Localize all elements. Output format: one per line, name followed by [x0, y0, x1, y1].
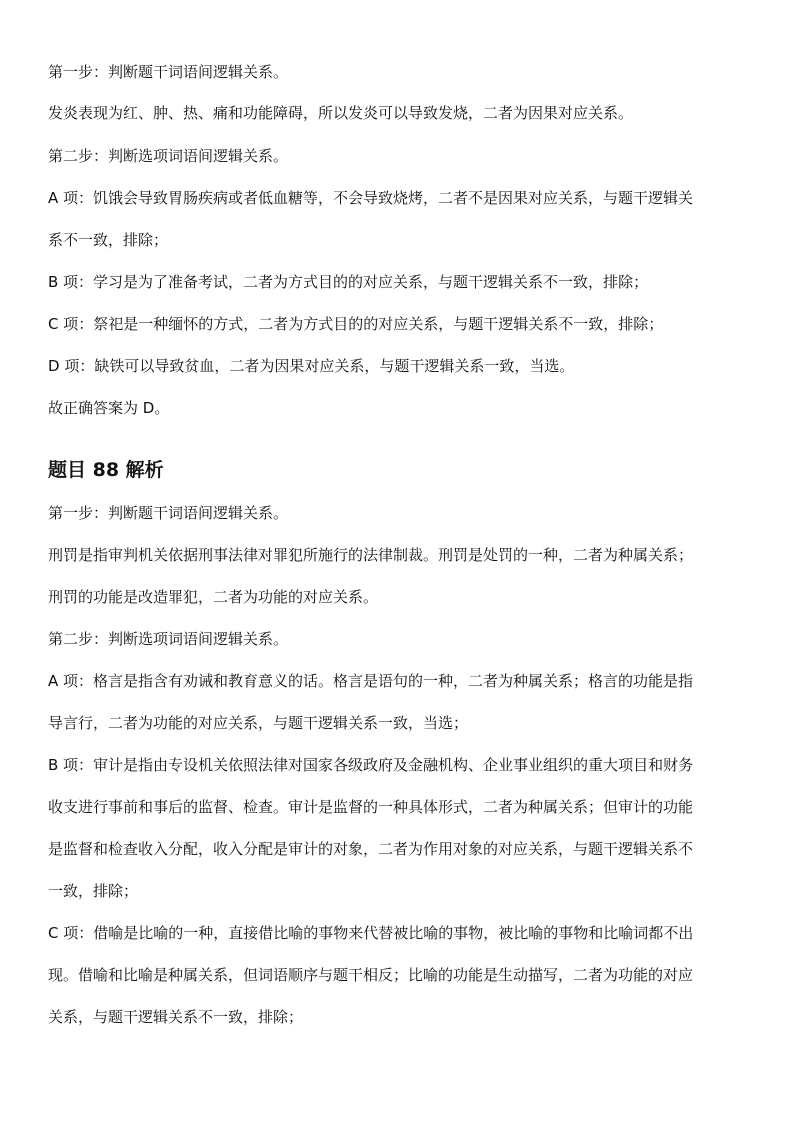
text-line: 第二步：判断选项词语间逻辑关系。 [48, 147, 289, 165]
text-line: 现。借喻和比喻是种属关系，但词语顺序与题干相反；比喻的功能是生动描写，二者为功能的对应 [48, 966, 694, 984]
text-line: 收支进行事前和事后的监督、检查。审计是监督的一种具体形式，二者为种属关系；但审计的功能 [48, 798, 694, 816]
text-line: 刑罚是指审判机关依据刑事法律对罪犯所施行的法律制裁。刑罚是处罚的一种，二者为种属关系； [48, 546, 694, 564]
section-heading: 题目 88 解析 [48, 459, 164, 481]
text-line: A 项：饥饿会导致胃肠疾病或者低血糖等，不会导致烧烤，二者不是因果对应关系，与题干逻辑关 [48, 189, 694, 207]
text-line: C 项：借喻是比喻的一种，直接借比喻的事物来代替被比喻的事物，被比喻的事物和比喻词都不出 [48, 924, 694, 942]
text-line: 导言行，二者为功能的对应关系，与题干逻辑关系一致，当选； [48, 714, 469, 732]
text-line: C 项：祭祀是一种缅怀的方式，二者为方式目的的对应关系，与题干逻辑关系不一致，排除； [48, 315, 664, 333]
text-line: B 项：审计是指由专设机关依照法律对国家各级政府及金融机构、企业事业组织的重大项目和财务 [48, 756, 694, 774]
text-line: 是监督和检查收入分配，收入分配是审计的对象，二者为作用对象的对应关系，与题干逻辑关系不 [48, 840, 694, 858]
text-line: 故正确答案为 D。 [48, 399, 170, 417]
text-line: A 项：格言是指含有劝诫和教育意义的话。格言是语句的一种，二者为种属关系；格言的功能是指 [48, 672, 694, 690]
text-line: 第一步：判断题干词语间逻辑关系。 [48, 63, 289, 81]
text-line: 第二步：判断选项词语间逻辑关系。 [48, 630, 289, 648]
text-line: B 项：学习是为了准备考试，二者为方式目的的对应关系，与题干逻辑关系不一致，排除； [48, 273, 649, 291]
text-line: 发炎表现为红、肿、热、痛和功能障碍，所以发炎可以导致发烧，二者为因果对应关系。 [48, 104, 634, 122]
text-line: 第一步：判断题干词语间逻辑关系。 [48, 504, 289, 522]
text-line: 系不一致，排除； [48, 231, 169, 249]
text-line: 关系，与题干逻辑关系不一致，排除； [48, 1008, 304, 1026]
text-line: 刑罚的功能是改造罪犯，二者为功能的对应关系。 [48, 588, 379, 606]
text-line: 一致，排除； [48, 882, 139, 900]
text-line: D 项：缺铁可以导致贫血，二者为因果对应关系，与题干逻辑关系一致，当选。 [48, 357, 575, 375]
